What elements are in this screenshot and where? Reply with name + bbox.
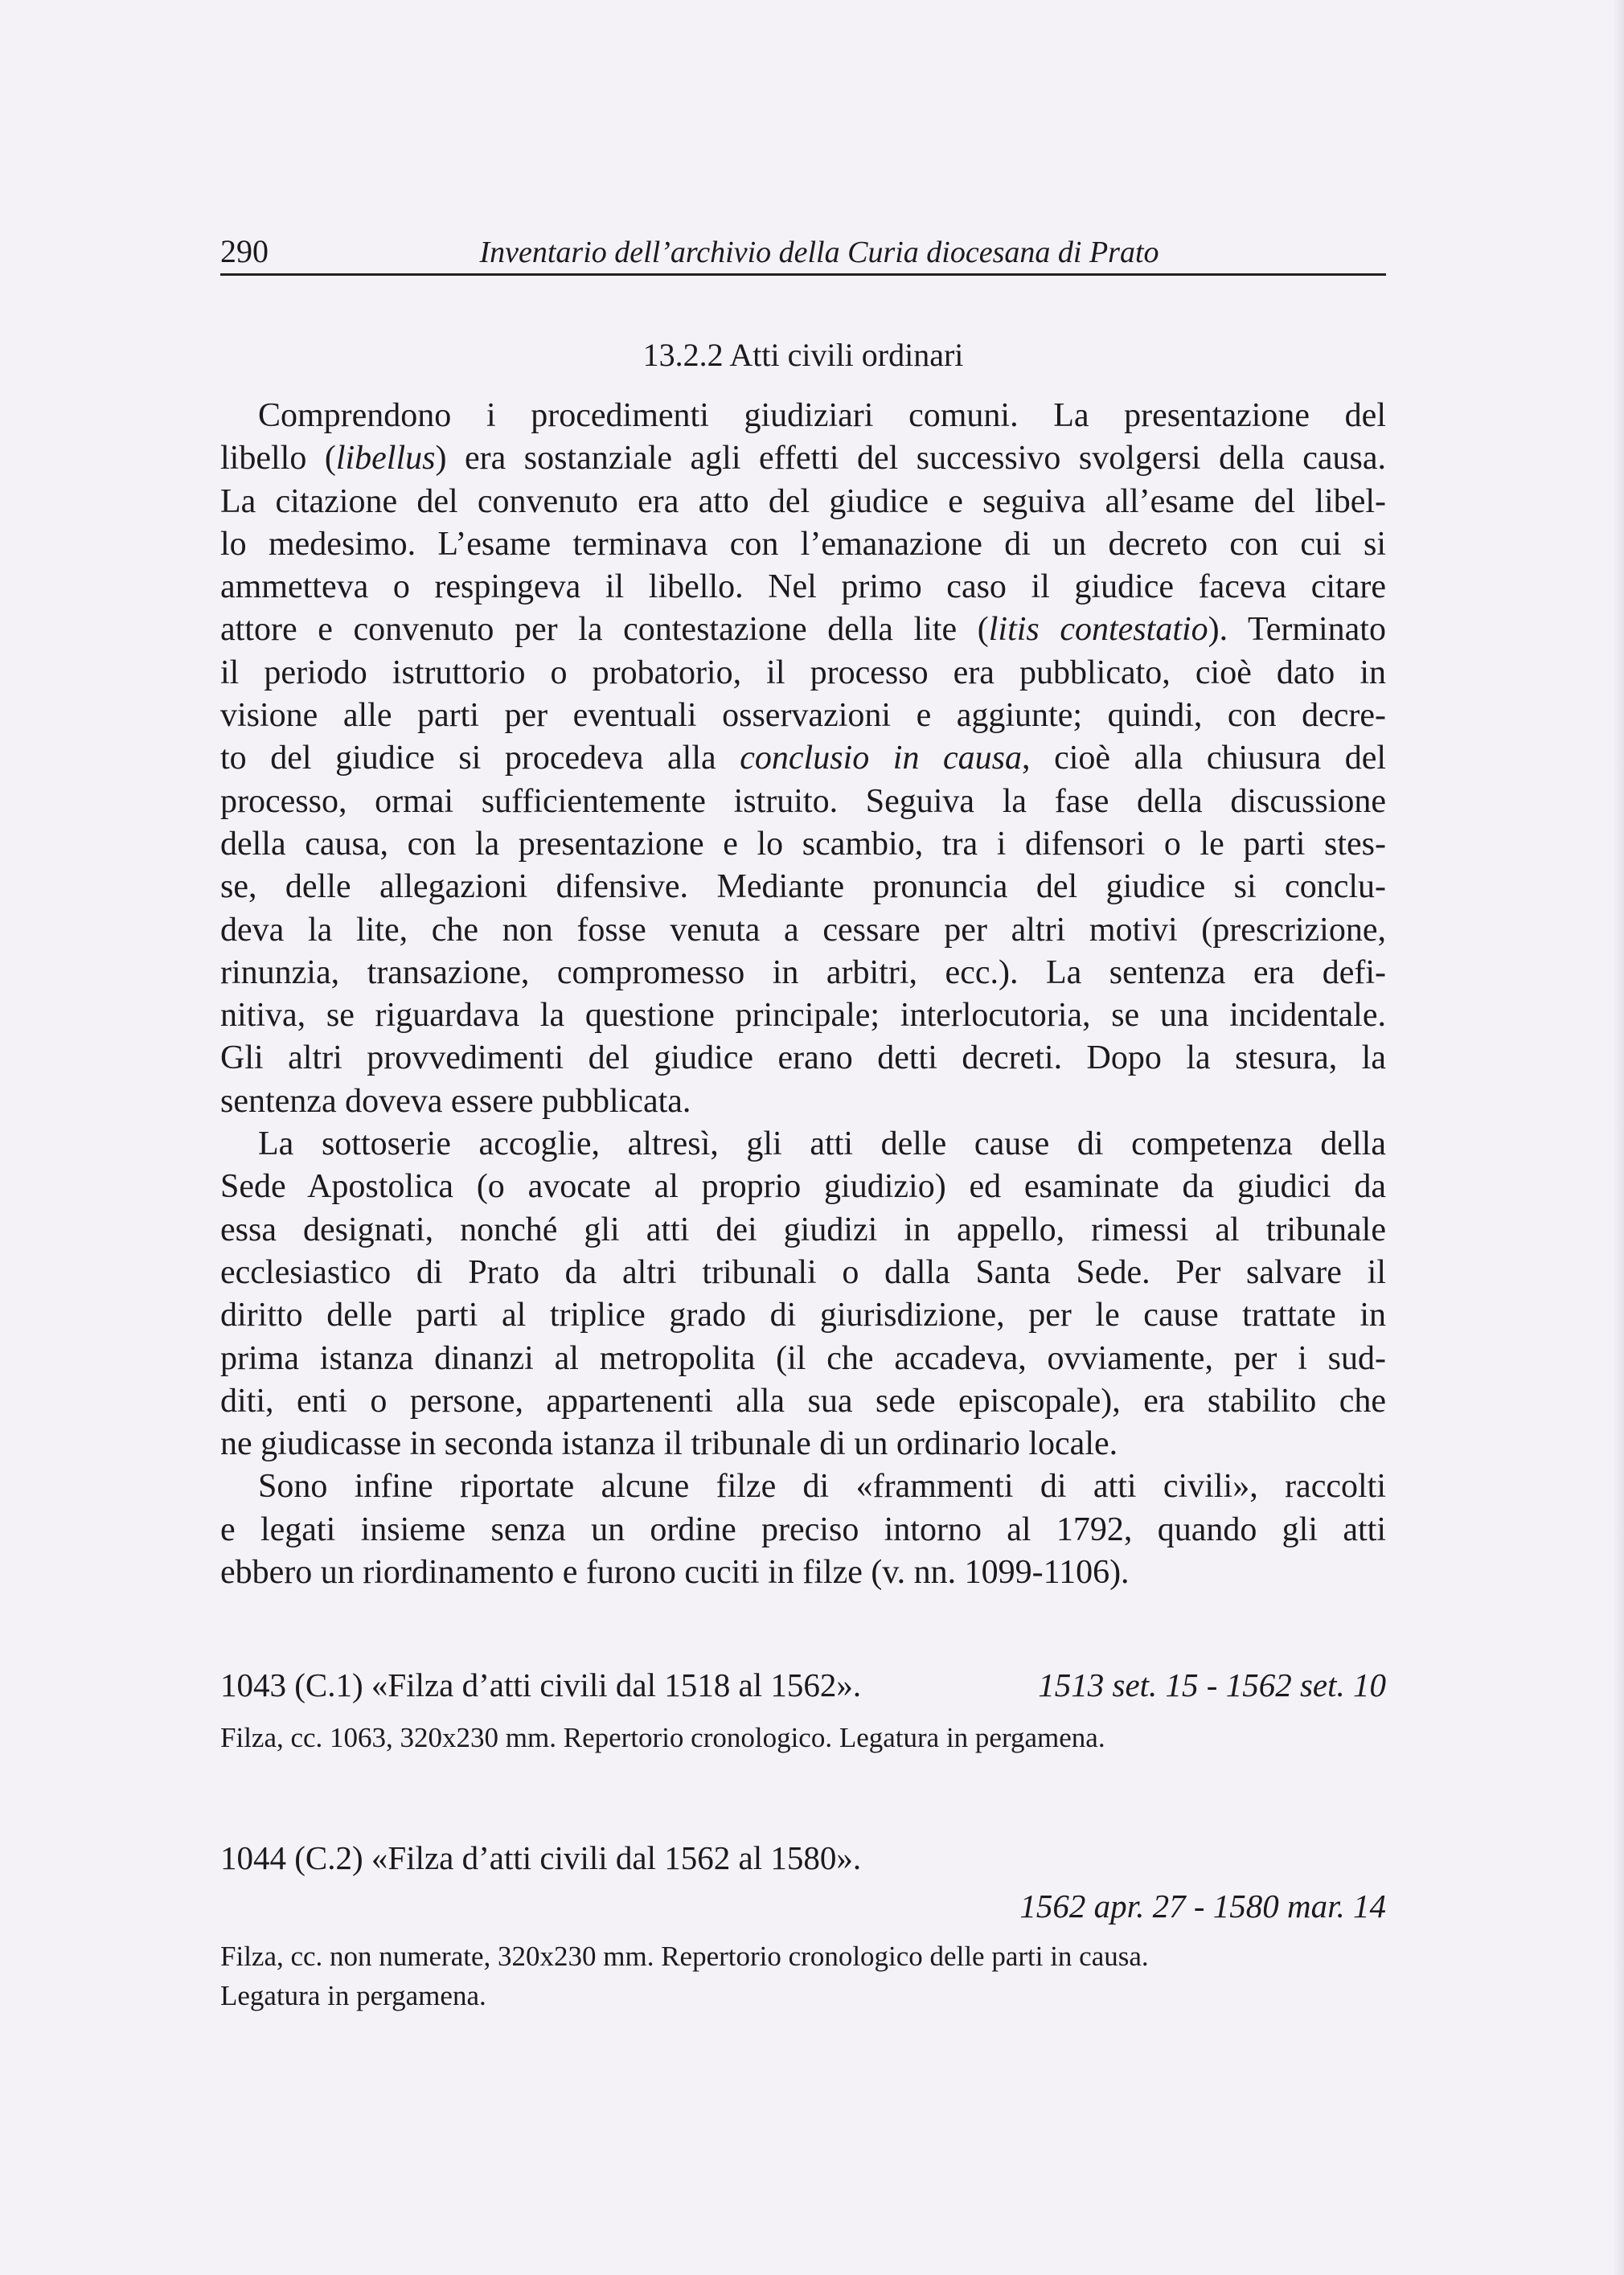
text-run: rinunzia, transazione, compromesso in arbitri, ecc.). La sentenza era defi- — [220, 953, 1386, 991]
paragraph-1-line — [220, 1037, 1386, 1080]
section-heading: 13.2.2 Atti civili ordinari — [642, 337, 964, 373]
paragraph-1-line — [220, 523, 1386, 566]
text-run: sentenza doveva essere pubblicata. — [220, 1082, 691, 1120]
paragraph-1-line — [220, 866, 1386, 908]
entry-dates: 1513 set. 15 - 1562 set. 10 — [1038, 1666, 1386, 1703]
text-run: essa designati, nonché gli atti dei giudizi in appello, rimessi al tribunale — [220, 1211, 1386, 1248]
italic-term: litis contestatio — [988, 611, 1208, 649]
running-title: Inventario dell’archivio della Curia diocesana di Prato — [479, 236, 1159, 269]
text-run: se, delle allegazioni difensive. Mediante pronuncia del giudice si conclu- — [220, 868, 1386, 906]
text-run: ). Terminato — [1208, 611, 1386, 649]
text-run: La citazione del convenuto era atto del giudice e seguiva all’esame del libel- — [220, 482, 1386, 520]
text-run: visione alle parti per eventuali osservazioni e aggiunte; quindi, con decre- — [220, 697, 1386, 735]
text-run: La sottoserie accoglie, altresì, gli atti delle cause di competenza della — [258, 1125, 1386, 1163]
paragraph-1-line — [220, 823, 1386, 866]
paragraph-2-line — [220, 1123, 1386, 1166]
text-run: deva la lite, che non fosse venuta a cessare per altri motivi (prescrizione, — [220, 911, 1386, 949]
paragraph-1-line — [220, 437, 1386, 480]
paragraph-1-line — [220, 909, 1386, 952]
paragraph-1-line — [220, 695, 1386, 737]
paragraph-3-line — [220, 1465, 1386, 1508]
paragraph-2-line — [220, 1338, 1386, 1380]
italic-term: conclusio in causa — [740, 740, 1023, 777]
paragraph-2-line — [220, 1294, 1386, 1337]
italic-term: libellus — [335, 440, 436, 478]
paragraph-1-line — [220, 481, 1386, 523]
paragraph-1-line — [220, 781, 1386, 823]
text-run: Sede Apostolica (o avocate al proprio giudizio) ed esaminate da giudici da — [220, 1168, 1386, 1206]
text-run: , cioè alla chiusura del — [1022, 740, 1387, 777]
paragraph-1-line — [220, 609, 1386, 651]
text-run: Comprendono i procedimenti giudiziari comuni. La presentazione del — [258, 397, 1386, 434]
paragraph-1-line — [220, 566, 1386, 609]
text-run: ebbero un riordinamento e furono cuciti in filze (v. nn. 1099-1106). — [220, 1554, 1130, 1592]
paragraph-2-line — [220, 1380, 1386, 1423]
text-run: Sono infine riportate alcune filze di «frammenti di atti civili», raccolti — [258, 1468, 1386, 1506]
running-header — [220, 227, 1386, 276]
text-run: ne giudicasse in seconda istanza il tribunale di un ordinario locale. — [220, 1425, 1118, 1463]
paragraph-2-line — [220, 1423, 1386, 1465]
text-run: il periodo istruttorio o probatorio, il processo era pubblicato, cioè dato in — [220, 654, 1386, 691]
paragraph-2-line — [220, 1166, 1386, 1208]
page-edge — [1613, 0, 1624, 2275]
text-run: prima istanza dinanzi al metropolita (il che accadeva, ovviamente, per i sud- — [220, 1339, 1386, 1377]
text-run: diti, enti o persone, appartenenti alla sua sede episcopale), era stabilito che — [220, 1382, 1386, 1420]
text-run: diritto delle parti al triplice grado di giurisdizione, per le cause trattate in — [220, 1297, 1386, 1334]
text-run: nitiva, se riguardava la questione principale; interlocutoria, se una incidentale. — [220, 997, 1386, 1035]
entry-title: 1043 (C.1) «Filza d’atti civili dal 1518 al 1562». — [220, 1666, 862, 1703]
page-number: 290 — [220, 233, 269, 269]
paragraph-3-line — [220, 1509, 1386, 1552]
text-run: processo, ormai sufficientemente istruito. Seguiva la fase della discussione — [220, 782, 1386, 820]
entry-1043 — [220, 1666, 1386, 1704]
text-run: libello ( — [220, 440, 336, 478]
paragraph-1-line — [220, 652, 1386, 695]
entry-description: Legatura in pergamena. — [220, 1980, 486, 2011]
text-run: lo medesimo. L’esame terminava con l’emanazione di un decreto con cui si — [220, 525, 1386, 563]
entry-dates: 1562 apr. 27 - 1580 mar. 14 — [1019, 1888, 1386, 1925]
text-run: della causa, con la presentazione e lo scambio, tra i difensori o le parti stes- — [220, 825, 1386, 863]
text-run: ammetteva o respingeva il libello. Nel primo caso il giudice faceva citare — [220, 568, 1386, 606]
text-run: to del giudice si procedeva alla — [220, 740, 740, 777]
entry-description: Filza, cc. non numerate, 320x230 mm. Repertorio cronologico delle parti in causa. — [220, 1941, 1149, 1972]
paragraph-2-line — [220, 1209, 1386, 1252]
paragraph-3-line — [220, 1552, 1386, 1594]
body-text — [220, 395, 1386, 1594]
paragraph-1-line — [220, 994, 1386, 1037]
paragraph-2-line — [220, 1252, 1386, 1294]
text-run: Gli altri provvedimenti del giudice erano detti decreti. Dopo la stesura, la — [220, 1039, 1386, 1077]
paragraph-1-line — [220, 395, 1386, 437]
text-run: ecclesiastico di Prato da altri tribunali o dalla Santa Sede. Per salvare il — [220, 1253, 1386, 1291]
paragraph-1-line — [220, 1080, 1386, 1123]
text-run: attore e convenuto per la contestazione della lite ( — [220, 611, 989, 649]
entry-description: Filza, cc. 1063, 320x230 mm. Repertorio cronologico. Legatura in pergamena. — [220, 1722, 1105, 1753]
entry-1044: 1044 (C.2) «Filza d’atti civili dal 1562 al 1580». — [220, 1839, 862, 1876]
text-run: e legati insieme senza un ordine preciso intorno al 1792, quando gli atti — [220, 1511, 1386, 1548]
paragraph-1-line — [220, 737, 1386, 780]
text-run: ) era sostanziale agli effetti del successivo svolgersi della causa. — [435, 440, 1386, 478]
paragraph-1-line — [220, 952, 1386, 994]
